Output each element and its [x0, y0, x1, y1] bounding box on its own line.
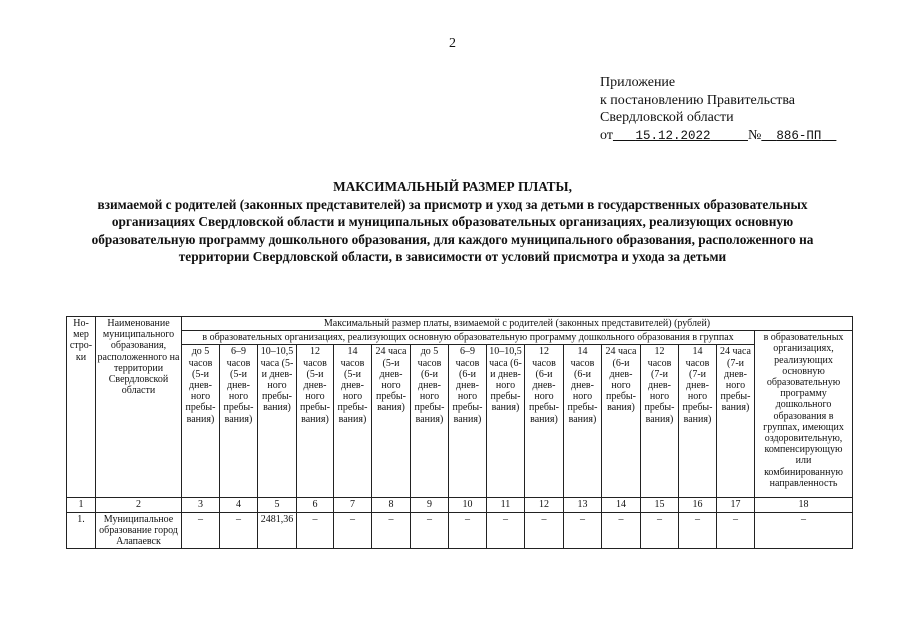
- header-special-groups: в образовательных организациях, реализующих основную образовательную программу дошкольного образования в группах, имеющих оздоровительную, компенсирующую или комбинированную направленность: [755, 331, 853, 498]
- column-number-13: 13: [564, 498, 602, 512]
- page-number: 2: [449, 36, 456, 51]
- column-header-7: 14 часов (5-и днев-ного пребы-вания): [334, 345, 372, 498]
- header-max-fee: Максимальный размер платы, взимаемой с родителей (законных представителей) (рублей): [182, 317, 853, 331]
- row-value-col-3: –: [182, 512, 220, 549]
- row-municipality: Муниципальное образование город Алапаевск: [96, 512, 182, 549]
- row-value-col-14: –: [602, 512, 641, 549]
- header-general-groups: в образовательных организациях, реализующих основную образовательную программу дошкольного образования в группах: [182, 331, 755, 345]
- column-number-14: 14: [602, 498, 641, 512]
- row-value-col-8: –: [372, 512, 411, 549]
- row-value-col-4: –: [220, 512, 258, 549]
- row-value-col-9: –: [411, 512, 449, 549]
- column-header-9: до 5 часов (6-и днев-ного пребы-вания): [411, 345, 449, 498]
- column-number-10: 10: [449, 498, 487, 512]
- row-value-col-18: –: [755, 512, 853, 549]
- column-number-15: 15: [641, 498, 679, 512]
- row-value-col-17: –: [717, 512, 755, 549]
- column-header-10: 6–9 часов (6-и днев-ного пребы-вания): [449, 345, 487, 498]
- header-row-number: Но-мер стро-ки: [67, 317, 96, 498]
- date-prefix: от: [600, 127, 613, 143]
- row-value-col-15: –: [641, 512, 679, 549]
- number-prefix: №: [747, 127, 762, 143]
- row-value-col-12: –: [525, 512, 564, 549]
- column-header-15: 12 часов (7-и днев-ного пребы-вания): [641, 345, 679, 498]
- appendix-line-2: к постановлению Правительства: [600, 92, 796, 108]
- column-number-11: 11: [487, 498, 525, 512]
- decree-number: 886-ПП: [776, 128, 822, 143]
- appendix-line-1: Приложение: [600, 75, 676, 90]
- header-municipality: Наименование муниципального образования, расположенного на территории Свердловской области: [96, 317, 182, 498]
- title-body: взимаемой с родителей (законных представителей) за присмотр и уход за детьми в государственных образовательных организациях Свердловской области и муниципальных образовательных организациях, реализующих основную образовательную программу дошкольного образования, для каждого муниципального образования, расположенного на территории Свердловской области, в зависимости от условий присмотра и ухода за детьми: [91, 196, 814, 264]
- column-header-17: 24 часа (7-и днев-ного пребы-вания): [717, 345, 755, 498]
- row-value-col-6: –: [297, 512, 334, 549]
- column-header-12: 12 часов (6-и днев-ного пребы-вания): [525, 345, 564, 498]
- row-number: 1.: [67, 512, 96, 549]
- decree-date: 15.12.2022: [635, 128, 711, 143]
- column-number-1: 1: [67, 498, 96, 512]
- row-value-col-13: –: [564, 512, 602, 549]
- column-number-17: 17: [717, 498, 755, 512]
- appendix-date-line: [600, 127, 836, 146]
- column-number-7: 7: [334, 498, 372, 512]
- column-number-6: 6: [297, 498, 334, 512]
- column-header-13: 14 часов (6-и днев-ного пребы-вания): [564, 345, 602, 498]
- column-header-6: 12 часов (5-и днев-ного пребы-вания): [297, 345, 334, 498]
- row-value-col-10: –: [449, 512, 487, 549]
- fee-table: [66, 316, 853, 549]
- appendix-block: [600, 74, 836, 145]
- column-header-4: 6–9 часов (5-и днев-ного пребы-вания): [220, 345, 258, 498]
- column-number-3: 3: [182, 498, 220, 512]
- column-number-9: 9: [411, 498, 449, 512]
- row-value-col-7: –: [334, 512, 372, 549]
- column-header-5: 10–10,5 часа (5-и днев-ного пребы-вания): [258, 345, 297, 498]
- column-header-16: 14 часов (7-и днев-ного пребы-вания): [679, 345, 717, 498]
- column-number-18: 18: [755, 498, 853, 512]
- column-number-12: 12: [525, 498, 564, 512]
- title-heading: МАКСИМАЛЬНЫЙ РАЗМЕР ПЛАТЫ,: [333, 179, 572, 194]
- document-title: [60, 178, 845, 266]
- column-header-11: 10–10,5 часа (6-и днев-ного пребы-вания): [487, 345, 525, 498]
- column-number-2: 2: [96, 498, 182, 512]
- column-number-5: 5: [258, 498, 297, 512]
- row-value-col-16: –: [679, 512, 717, 549]
- row-value-col-11: –: [487, 512, 525, 549]
- table-row: [67, 512, 853, 549]
- column-number-8: 8: [372, 498, 411, 512]
- column-number-16: 16: [679, 498, 717, 512]
- appendix-line-3: Свердловской области: [600, 110, 734, 125]
- column-header-14: 24 часа (6-и днев-ного пребы-вания): [602, 345, 641, 498]
- column-header-8: 24 часа (5-и днев-ного пребы-вания): [372, 345, 411, 498]
- column-number-4: 4: [220, 498, 258, 512]
- column-header-3: до 5 часов (5-и днев-ного пребы-вания): [182, 345, 220, 498]
- row-value-col-5: 2481,36: [258, 512, 297, 549]
